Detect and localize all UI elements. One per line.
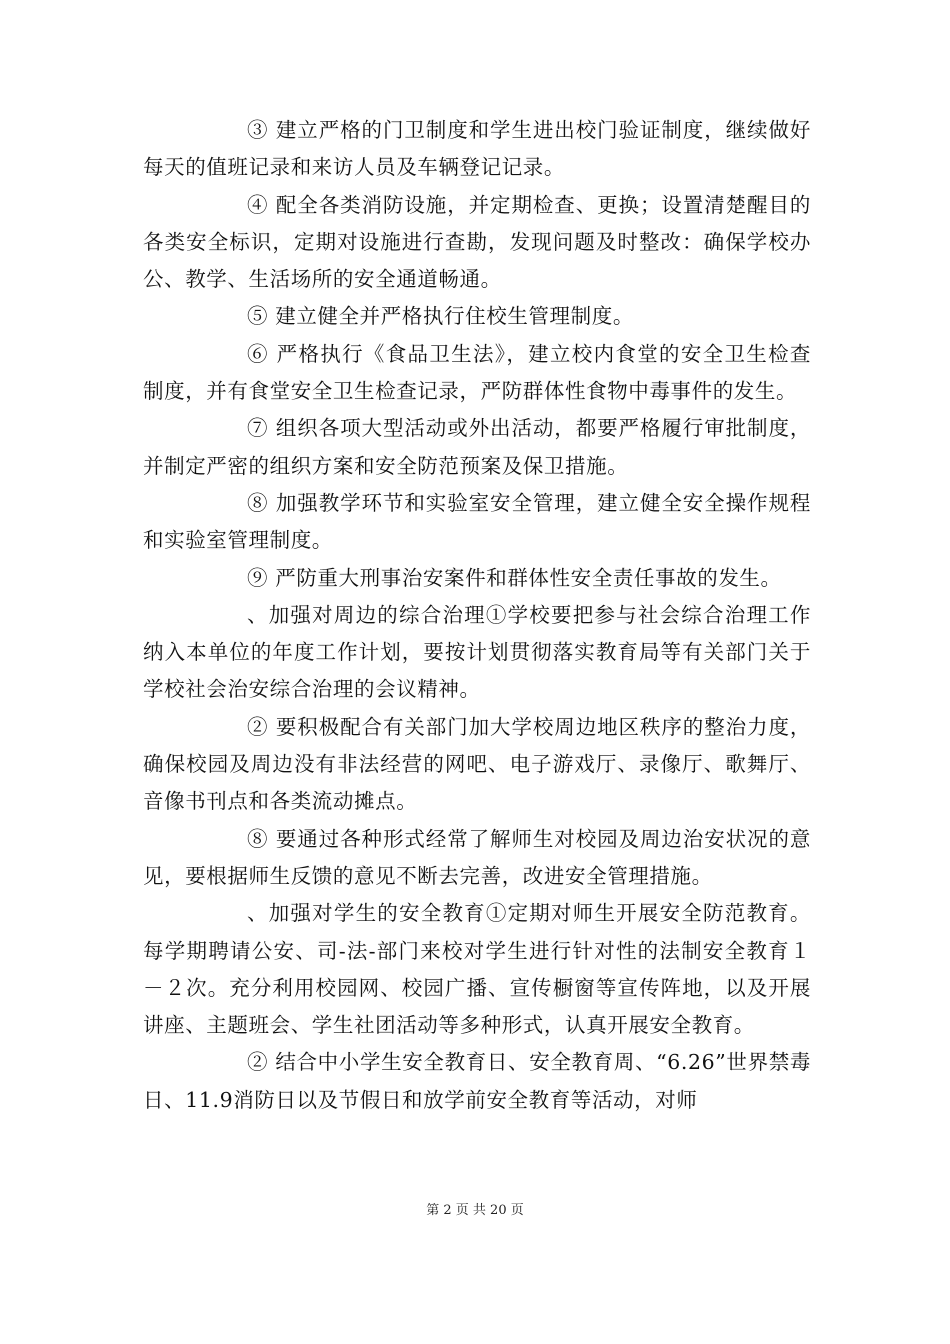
document-body xyxy=(143,112,811,1119)
paragraph-prevent-incidents: ⑨ 严防重大刑事治安案件和群体性安全责任事故的发生。 xyxy=(247,565,782,590)
page-footer xyxy=(0,1199,950,1218)
paragraph-safety-education: 、加强对学生的安全教育①定期对师生开展安全防范教育。每学期聘请公安、司-法-部门来校对学生进行针对性的法制安全教育１－２次。充分利用校园网、校园广播、宣传橱窗等宣传阵地，以及开展讲座、主题班会、学生社团活动等多种形式，认真开展安全教育。 xyxy=(143,901,811,1038)
paragraph-surrounding-governance: 、加强对周边的综合治理①学校要把参与社会综合治理工作纳入本单位的年度工作计划，要按计划贯彻落实教育局等有关部门关于学校社会治安综合治理的会议精神。 xyxy=(143,602,811,702)
paragraph-cooperate-departments: ② 要积极配合有关部门加大学校周边地区秩序的整治力度，确保校园及周边没有非法经营的网吧、电子游戏厅、录像厅、歌舞厅、音像书刊点和各类流动摊点。 xyxy=(143,714,811,814)
paragraph-education-events: ② 结合中小学生安全教育日、安全教育周、“6.26”世界禁毒日、11.9消防日以及节假日和放学前安全教育等活动，对师 xyxy=(143,1050,811,1112)
paragraph-lab-safety: ⑧ 加强教学环节和实验室安全管理，建立健全安全操作规程和实验室管理制度。 xyxy=(143,490,811,553)
paragraph-feedback: ⑧ 要通过各种形式经常了解师生对校园及周边治安状况的意见，要根据师生反馈的意见不断去完善，改进安全管理措施。 xyxy=(143,826,811,888)
paragraph-food-hygiene: ⑥ 严格执行《食品卫生法》，建立校内食堂的安全卫生检查制度，并有食堂安全卫生检查记录，严防群体性食物中毒事件的发生。 xyxy=(143,341,811,404)
paragraph-gate-system: ③ 建立严格的门卫制度和学生进出校门验证制度，继续做好每天的值班记录和来访人员及车辆登记记录。 xyxy=(143,118,811,180)
paragraph-fire-facilities: ④ 配全各类消防设施，并定期检查、更换；设置清楚醒目的各类安全标识，定期对设施进行查勘，发现问题及时整改：确保学校办公、教学、生活场所的安全通道畅通。 xyxy=(143,192,811,292)
paragraph-boarding-management: ⑤ 建立健全并严格执行住校生管理制度。 xyxy=(247,304,634,329)
paragraph-activity-approval: ⑦ 组织各项大型活动或外出活动，都要严格履行审批制度，并制定严密的组织方案和安全防范预案及保卫措施。 xyxy=(143,416,811,478)
page-number: 第 2 页 共 20 页 xyxy=(426,1203,524,1218)
